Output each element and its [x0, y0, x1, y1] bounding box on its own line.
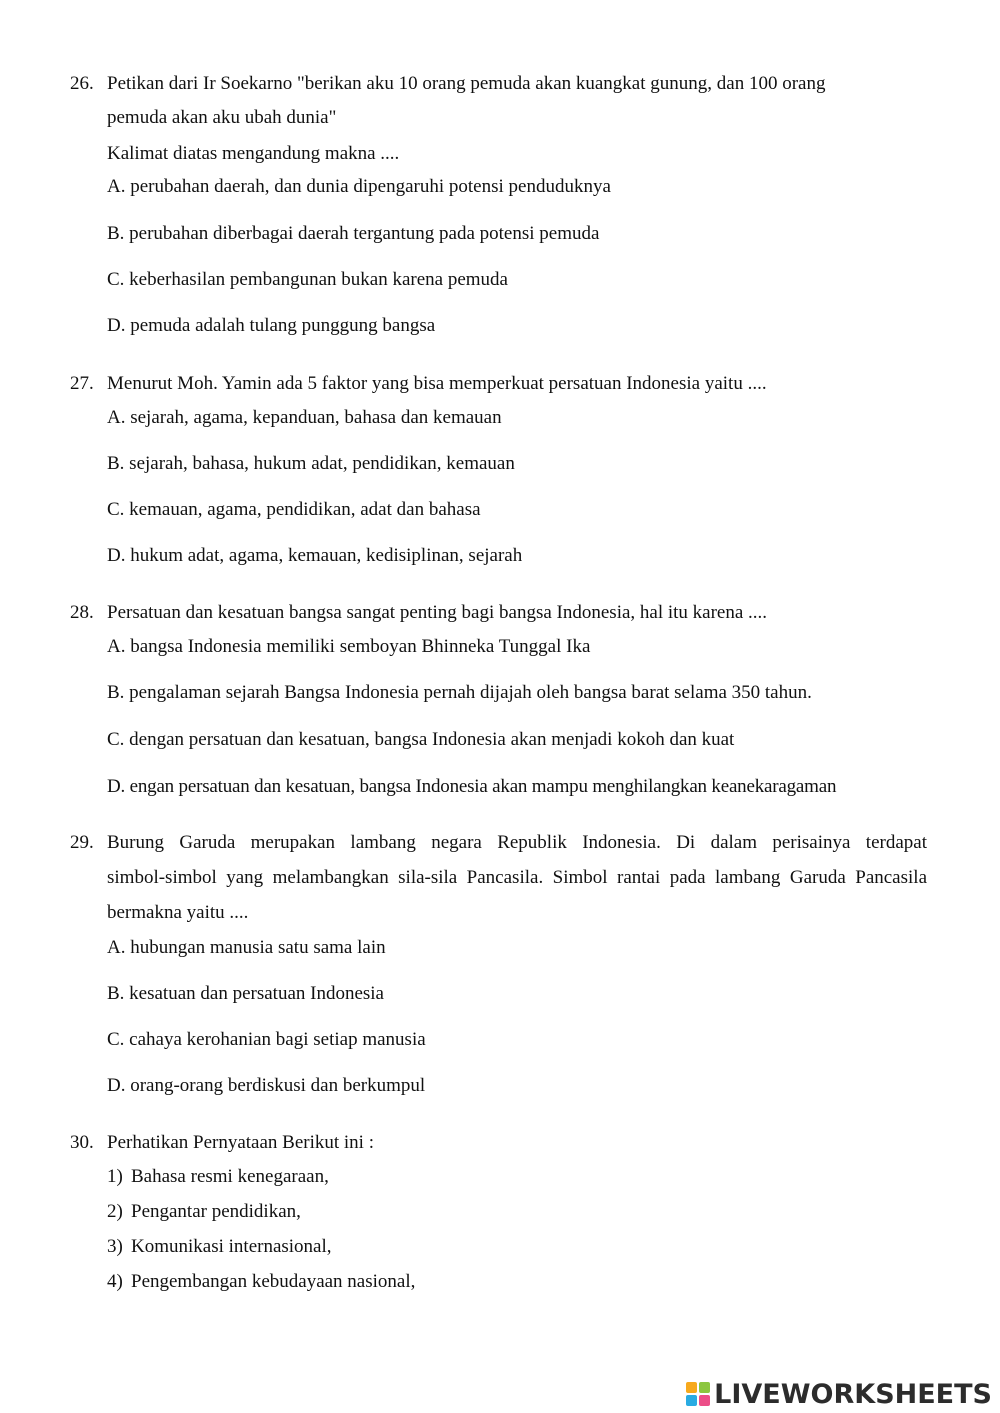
- question-number: 29.: [70, 832, 94, 853]
- option-a[interactable]: A. sejarah, agama, kepanduan, bahasa dan kemauan: [107, 407, 502, 428]
- question-stem-line: Persatuan dan kesatuan bangsa sangat penting bagi bangsa Indonesia, hal itu karena ....: [107, 602, 768, 623]
- option-d[interactable]: D. pemuda adalah tulang punggung bangsa: [107, 315, 436, 336]
- option-d[interactable]: D. orang-orang berdiskusi dan berkumpul: [107, 1075, 426, 1096]
- statement-text: Pengembangan kebudayaan nasional,: [131, 1271, 416, 1292]
- option-a[interactable]: A. hubungan manusia satu sama lain: [107, 937, 386, 958]
- logo-square-pink: [699, 1395, 710, 1406]
- question-number: 27.: [70, 373, 94, 394]
- option-c[interactable]: C. cahaya kerohanian bagi setiap manusia: [107, 1029, 426, 1050]
- option-b[interactable]: B. perubahan diberbagai daerah tergantung pada potensi pemuda: [107, 223, 600, 244]
- option-d[interactable]: D. hukum adat, agama, kemauan, kedisiplinan, sejarah: [107, 545, 523, 566]
- option-c[interactable]: C. keberhasilan pembangunan bukan karena pemuda: [107, 269, 508, 290]
- statement-number: 2): [107, 1201, 123, 1222]
- statement-text: Pengantar pendidikan,: [131, 1201, 301, 1222]
- statement-number: 3): [107, 1236, 123, 1257]
- option-d[interactable]: D. engan persatuan dan kesatuan, bangsa Indonesia akan mampu menghilangkan keanekaragaman: [107, 776, 837, 797]
- option-b[interactable]: B. kesatuan dan persatuan Indonesia: [107, 983, 384, 1004]
- option-a[interactable]: A. bangsa Indonesia memiliki semboyan Bhinneka Tunggal Ika: [107, 636, 591, 657]
- brand-name: LIVEWORKSHEETS: [714, 1378, 992, 1410]
- logo-square-green: [699, 1382, 710, 1393]
- statement-number: 4): [107, 1271, 123, 1292]
- question-stem-line: Perhatikan Pernyataan Berikut ini :: [107, 1132, 374, 1153]
- question-number: 28.: [70, 602, 94, 623]
- option-c[interactable]: C. dengan persatuan dan kesatuan, bangsa Indonesia akan menjadi kokoh dan kuat: [107, 729, 735, 750]
- question-stem-line: Menurut Moh. Yamin ada 5 faktor yang bisa memperkuat persatuan Indonesia yaitu ....: [107, 373, 767, 394]
- logo-square-orange: [686, 1382, 697, 1393]
- statement-text: Komunikasi internasional,: [131, 1236, 332, 1257]
- liveworksheets-logo-icon: [686, 1382, 710, 1406]
- question-stem-line: simbol-simbol yang melambangkan sila-sila Pancasila. Simbol rantai pada lambang Garuda Pancasila: [107, 867, 927, 888]
- option-b[interactable]: B. pengalaman sejarah Bangsa Indonesia pernah dijajah oleh bangsa barat selama 350 tahun.: [107, 682, 812, 703]
- option-c[interactable]: C. kemauan, agama, pendidikan, adat dan bahasa: [107, 499, 481, 520]
- question-stem-line: pemuda akan aku ubah dunia": [107, 107, 337, 128]
- question-number: 26.: [70, 73, 94, 94]
- question-stem-line: Petikan dari Ir Soekarno "berikan aku 10 orang pemuda akan kuangkat gunung, dan 100 orang: [107, 73, 826, 94]
- question-stem-line: bermakna yaitu ....: [107, 902, 249, 923]
- logo-square-blue: [686, 1395, 697, 1406]
- option-b[interactable]: B. sejarah, bahasa, hukum adat, pendidikan, kemauan: [107, 453, 515, 474]
- question-stem-line: Burung Garuda merupakan lambang negara Republik Indonesia. Di dalam perisainya terdapat: [107, 832, 927, 853]
- question-stem-line: Kalimat diatas mengandung makna ....: [107, 143, 400, 164]
- option-a[interactable]: A. perubahan daerah, dan dunia dipengaruhi potensi penduduknya: [107, 176, 611, 197]
- statement-text: Bahasa resmi kenegaraan,: [131, 1166, 329, 1187]
- liveworksheets-brand[interactable]: [686, 1378, 992, 1410]
- statement-number: 1): [107, 1166, 123, 1187]
- question-number: 30.: [70, 1132, 94, 1153]
